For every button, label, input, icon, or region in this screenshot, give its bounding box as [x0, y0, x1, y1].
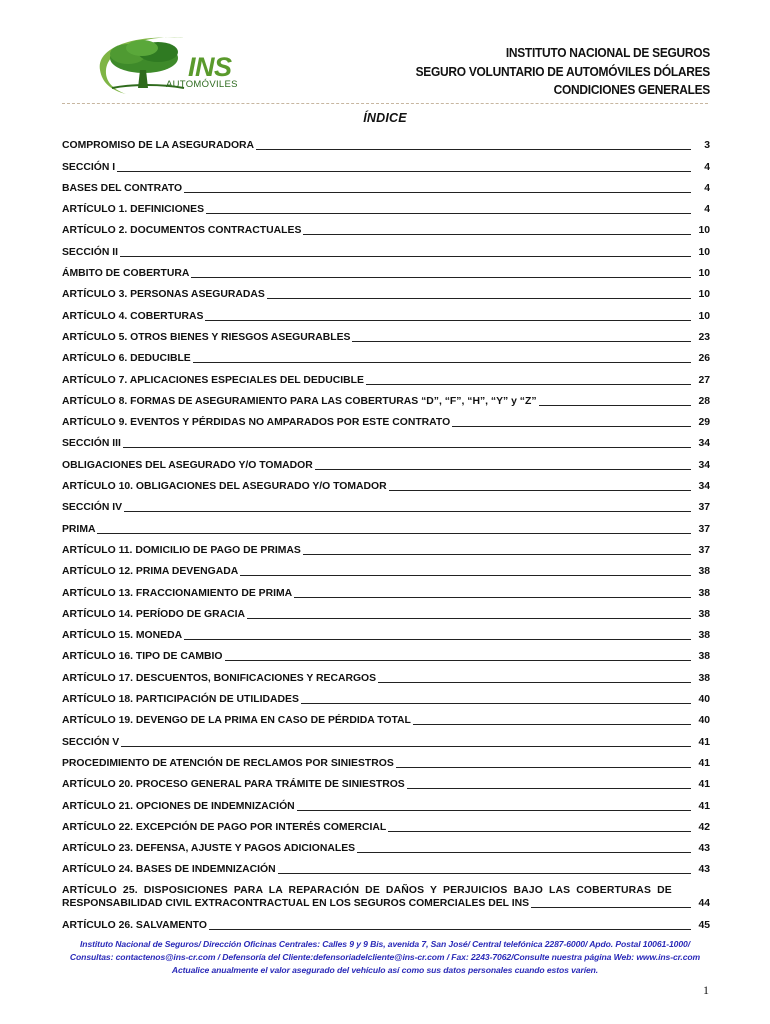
toc-entry[interactable] — [62, 557, 710, 578]
toc-entry[interactable] — [62, 152, 710, 173]
toc-leader-line — [209, 929, 691, 930]
toc-entry-page: 10 — [698, 246, 710, 258]
toc-entry-title: ARTÍCULO 2. DOCUMENTOS CONTRACTUALES — [62, 225, 302, 237]
toc-leader-line — [357, 852, 691, 853]
toc-entry-page: 38 — [698, 608, 710, 620]
toc-entry-page: 43 — [698, 843, 710, 855]
toc-leader-line — [396, 767, 691, 768]
toc-entry-title: ARTÍCULO 26. SALVAMENTO — [62, 919, 207, 931]
toc-entry-page: 10 — [698, 225, 710, 237]
ins-logo — [92, 30, 252, 102]
toc-leader-line — [247, 618, 691, 619]
toc-entry-title: ARTÍCULO 15. MONEDA — [62, 630, 183, 642]
toc-entry[interactable] — [62, 536, 710, 557]
toc-entry[interactable] — [62, 280, 710, 301]
toc-leader-line — [240, 575, 691, 576]
toc-entry-title: SECCIÓN II — [62, 246, 119, 258]
logo-subtitle: AUTOMÓVILES — [166, 79, 238, 90]
toc-entry[interactable] — [62, 301, 710, 322]
toc-entry-title-line2: RESPONSABILIDAD CIVIL EXTRACONTRACTUAL EN LOS SEGUROS COMERCIALES DEL INS — [62, 898, 530, 910]
toc-entry[interactable] — [62, 727, 710, 748]
toc-entry-title: SECCIÓN I — [62, 161, 116, 173]
toc-entry-page: 37 — [698, 502, 710, 514]
toc-entry-title: ARTÍCULO 14. PERÍODO DE GRACIA — [62, 608, 246, 620]
toc-entry-page: 38 — [698, 630, 710, 642]
toc-leader-line — [413, 724, 691, 725]
toc-entry-page: 38 — [698, 566, 710, 578]
toc-entry-page: 28 — [698, 395, 710, 407]
toc-entry-page: 40 — [698, 715, 710, 727]
toc-entry-page: 3 — [704, 140, 710, 152]
toc-entry[interactable] — [62, 834, 710, 855]
toc-entry[interactable] — [62, 621, 710, 642]
logo-wordmark: INS — [188, 52, 232, 82]
toc-entry-title: SECCIÓN IV — [62, 502, 123, 514]
toc-entry-title: ARTÍCULO 10. OBLIGACIONES DEL ASEGURADO Y/O TOMADOR — [62, 481, 387, 493]
header-document-type: CONDICIONES GENERALES — [553, 82, 710, 97]
toc-entry-page: 43 — [698, 864, 710, 876]
toc-leader-line — [193, 362, 691, 363]
toc-entry[interactable] — [62, 813, 710, 834]
toc-leader-line — [352, 341, 691, 342]
toc-entry-page: 41 — [698, 757, 710, 769]
toc-entry-page: 10 — [698, 289, 710, 301]
toc-entry[interactable] — [62, 131, 710, 152]
toc-entry-title: BASES DEL CONTRATO — [62, 182, 183, 194]
toc-entry[interactable] — [62, 600, 710, 621]
toc-entry[interactable] — [62, 365, 710, 386]
toc-leader-line — [389, 490, 691, 491]
toc-leader-line — [539, 405, 691, 406]
toc-entry-title: ARTÍCULO 7. APLICACIONES ESPECIALES DEL DEDUCIBLE — [62, 374, 364, 386]
toc-entry[interactable] — [62, 429, 710, 450]
toc-entry-page: 34 — [698, 459, 710, 471]
toc-leader-line — [388, 831, 691, 832]
toc-entry[interactable] — [62, 642, 710, 663]
toc-entry-title: ARTÍCULO 1. DEFINICIONES — [62, 204, 205, 216]
toc-leader-line — [297, 810, 691, 811]
toc-entry-page: 10 — [698, 310, 710, 322]
toc-entry[interactable] — [62, 259, 710, 280]
toc-entry-title: ÁMBITO DE COBERTURA — [62, 268, 190, 280]
toc-leader-line — [303, 234, 691, 235]
table-of-contents — [62, 131, 710, 932]
toc-entry-page: 41 — [698, 736, 710, 748]
footer-contacts: Consultas: contactenos@ins-cr.com / Defensoría del Cliente:defensoriadelcliente@ins-cr.com / Fax: 2243-7062/Consulte nuestra página Web: www.ins-cr.com — [69, 952, 701, 962]
toc-entry[interactable] — [62, 663, 710, 684]
toc-leader-line — [97, 533, 691, 534]
toc-entry-title: ARTÍCULO 13. FRACCIONAMIENTO DE PRIMA — [62, 587, 293, 599]
toc-leader-line — [366, 384, 691, 385]
toc-entry-title: ARTÍCULO 20. PROCESO GENERAL PARA TRÁMITE DE SINIESTROS — [62, 779, 405, 791]
toc-entry-page: 42 — [698, 821, 710, 833]
toc-entry-title: SECCIÓN V — [62, 736, 120, 748]
toc-entry-title: PROCEDIMIENTO DE ATENCIÓN DE RECLAMOS POR SINIESTROS — [62, 757, 394, 769]
header-divider — [62, 103, 708, 104]
toc-entry[interactable] — [62, 195, 710, 216]
toc-leader-line — [378, 682, 691, 683]
toc-entry-page: 4 — [704, 161, 710, 173]
toc-entry-title: ARTÍCULO 19. DEVENGO DE LA PRIMA EN CASO DE PÉRDIDA TOTAL — [62, 715, 411, 727]
toc-entry[interactable] — [62, 578, 710, 599]
toc-entry-page: 40 — [698, 694, 710, 706]
toc-leader-line — [184, 639, 691, 640]
toc-entry[interactable] — [62, 493, 710, 514]
header-institution: INSTITUTO NACIONAL DE SEGUROS — [505, 45, 710, 60]
toc-entry-title: ARTÍCULO 5. OTROS BIENES Y RIESGOS ASEGURABLES — [62, 331, 351, 343]
toc-leader-line — [301, 703, 691, 704]
toc-leader-line — [256, 149, 691, 150]
toc-leader-line — [294, 597, 691, 598]
toc-entry-title: ARTÍCULO 9. EVENTOS Y PÉRDIDAS NO AMPARADOS POR ESTE CONTRATO — [62, 417, 451, 429]
toc-leader-line — [117, 171, 691, 172]
toc-entry[interactable] — [62, 706, 710, 727]
toc-entry-line2 — [62, 898, 710, 910]
toc-entry[interactable] — [62, 770, 710, 791]
index-title: ÍNDICE — [363, 111, 407, 125]
toc-entry-page: 41 — [698, 800, 710, 812]
toc-entry[interactable] — [62, 749, 710, 770]
toc-entry-title: ARTÍCULO 4. COBERTURAS — [62, 310, 204, 322]
toc-entry-title: OBLIGACIONES DEL ASEGURADO Y/O TOMADOR — [62, 459, 313, 471]
toc-leader-line — [303, 554, 691, 555]
header-product: SEGURO VOLUNTARIO DE AUTOMÓVILES DÓLARES — [415, 63, 710, 79]
toc-entry-page: 34 — [698, 481, 710, 493]
toc-leader-line — [124, 511, 691, 512]
toc-entry[interactable] — [62, 876, 710, 910]
toc-entry-page: 26 — [698, 353, 710, 365]
toc-entry[interactable] — [62, 514, 710, 535]
toc-entry-title: SECCIÓN III — [62, 438, 121, 450]
toc-entry-page: 38 — [698, 651, 710, 663]
footer-address: Instituto Nacional de Seguros/ Dirección Oficinas Centrales: Calles 9 y 9 Bis, avenida 7, San José/ Central telefónica 2287-6000/ Apdo. Postal 10061-1000/ — [80, 939, 690, 949]
toc-leader-line — [191, 277, 691, 278]
toc-leader-line — [205, 320, 691, 321]
toc-entry-page: 4 — [704, 182, 710, 194]
toc-entry-page: 23 — [698, 331, 710, 343]
toc-entry-title: ARTÍCULO 6. DEDUCIBLE — [62, 353, 191, 365]
toc-entry-title: COMPROMISO DE LA ASEGURADORA — [62, 140, 255, 152]
toc-entry[interactable] — [62, 323, 710, 344]
toc-entry[interactable] — [62, 450, 710, 471]
toc-entry-title: ARTÍCULO 21. OPCIONES DE INDEMNIZACIÓN — [62, 800, 295, 812]
toc-leader-line — [452, 426, 691, 427]
document-header — [416, 44, 710, 100]
toc-leader-line — [120, 256, 691, 257]
footer — [0, 938, 770, 977]
toc-entry-title: ARTÍCULO 18. PARTICIPACIÓN DE UTILIDADES — [62, 694, 299, 706]
toc-entry[interactable] — [62, 216, 710, 237]
toc-leader-line — [225, 660, 692, 661]
toc-entry-page: 27 — [698, 374, 710, 386]
toc-entry-title: ARTÍCULO 17. DESCUENTOS, BONIFICACIONES Y RECARGOS — [62, 672, 377, 684]
toc-entry[interactable] — [62, 855, 710, 876]
toc-entry-title: ARTÍCULO 22. EXCEPCIÓN DE PAGO POR INTERÉS COMERCIAL — [62, 821, 387, 833]
toc-entry[interactable] — [62, 387, 710, 408]
toc-entry-page: 41 — [698, 779, 710, 791]
toc-leader-line — [184, 192, 691, 193]
toc-leader-line — [407, 788, 691, 789]
toc-leader-line — [206, 213, 691, 214]
toc-entry-title: ARTÍCULO 12. PRIMA DEVENGADA — [62, 566, 239, 578]
toc-entry-title: ARTÍCULO 8. FORMAS DE ASEGURAMIENTO PARA LAS COBERTURAS “D”, “F”, “H”, “Y” y “Z” — [62, 395, 537, 407]
toc-entry[interactable] — [62, 791, 710, 812]
toc-entry-page: 37 — [698, 544, 710, 556]
toc-entry[interactable] — [62, 237, 710, 258]
toc-leader-line — [278, 873, 691, 874]
toc-entry-page: 34 — [698, 438, 710, 450]
toc-entry-page: 4 — [704, 204, 710, 216]
toc-entry[interactable] — [62, 174, 710, 195]
toc-entry-page: 38 — [698, 587, 710, 599]
toc-leader-line — [315, 469, 691, 470]
toc-entry-title: ARTÍCULO 24. BASES DE INDEMNIZACIÓN — [62, 864, 276, 876]
toc-entry-page: 29 — [698, 417, 710, 429]
toc-entry-page: 45 — [698, 919, 710, 931]
toc-entry-title: ARTÍCULO 3. PERSONAS ASEGURADAS — [62, 289, 265, 301]
toc-leader-line — [121, 746, 691, 747]
toc-entry[interactable] — [62, 408, 710, 429]
toc-entry-title-line1: ARTÍCULO 25. DISPOSICIONES PARA LA REPARACIÓN DE DAÑOS Y PERJUICIOS BAJO LAS COBERTURAS DE — [62, 885, 672, 897]
toc-entry-page: 38 — [698, 672, 710, 684]
toc-entry-title: ARTÍCULO 16. TIPO DE CAMBIO — [62, 651, 223, 663]
toc-entry-page: 37 — [698, 523, 710, 535]
toc-entry[interactable] — [62, 910, 710, 931]
toc-entry-title: ARTÍCULO 23. DEFENSA, AJUSTE Y PAGOS ADICIONALES — [62, 843, 356, 855]
toc-leader-line — [123, 447, 691, 448]
toc-leader-line — [267, 298, 691, 299]
toc-entry[interactable] — [62, 472, 710, 493]
toc-entry-page: 10 — [698, 268, 710, 280]
toc-entry[interactable] — [62, 344, 710, 365]
toc-entry-title: PRIMA — [62, 523, 96, 535]
toc-leader-line — [531, 907, 691, 908]
toc-entry-title: ARTÍCULO 11. DOMICILIO DE PAGO DE PRIMAS — [62, 544, 301, 556]
toc-entry[interactable] — [62, 685, 710, 706]
footer-notice: Actualice anualmente el valor asegurado del vehículo así como sus datos personales cuando estos varíen. — [171, 965, 599, 975]
page-number: 1 — [703, 983, 709, 997]
toc-entry-page: 44 — [698, 898, 710, 910]
